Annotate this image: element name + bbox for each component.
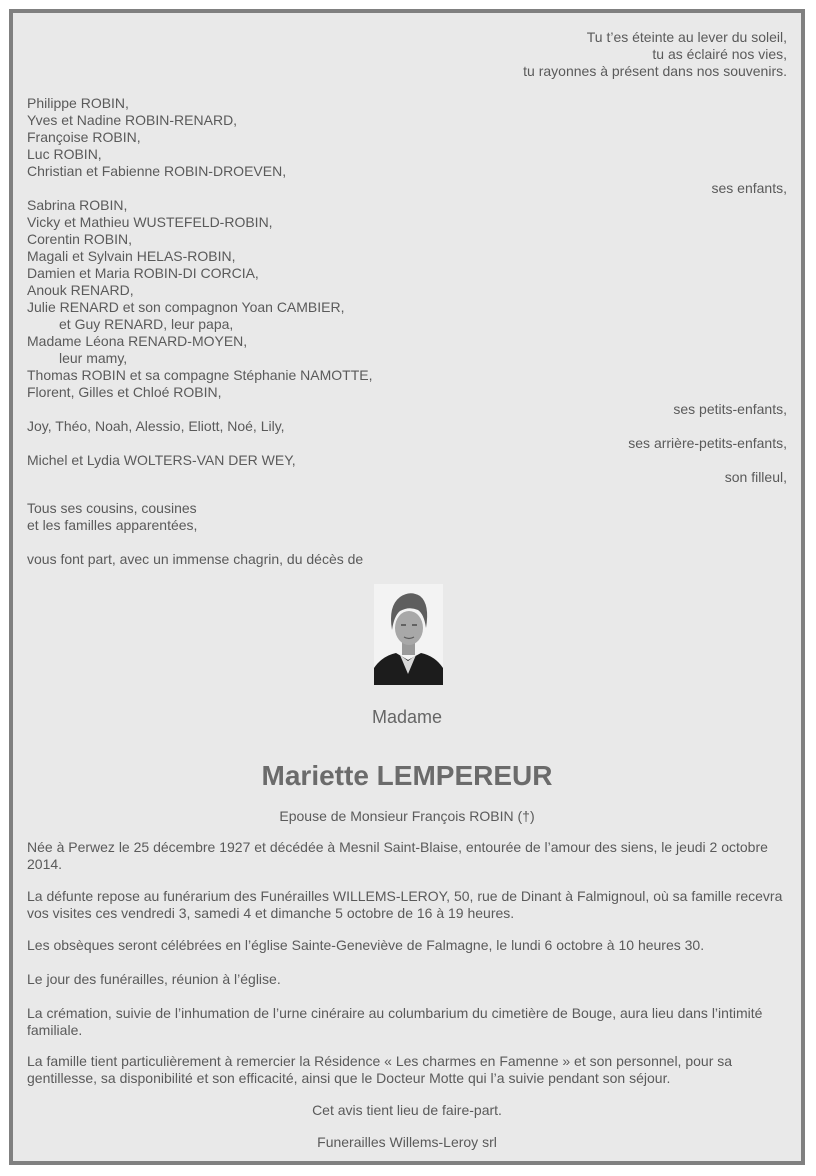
family-member: Corentin ROBIN, — [27, 231, 133, 247]
poem-line: tu rayonnes à présent dans nos souvenirs. — [523, 63, 787, 79]
poem — [27, 29, 787, 80]
notice: Cet avis tient lieu de faire-part. — [312, 1102, 502, 1118]
cousins — [27, 500, 787, 534]
honorific: Madame — [371, 707, 443, 727]
relation-label: ses enfants, — [711, 180, 787, 196]
family-member: Luc ROBIN, — [27, 146, 102, 162]
paragraph-gathering: Le jour des funérailles, réunion à l’église. — [27, 971, 281, 987]
family-member: Vicky et Mathieu WUSTEFELD-ROBIN, — [27, 214, 273, 230]
announcement: vous font part, avec un immense chagrin, du décès de — [27, 551, 364, 567]
family-member: et Guy RENARD, leur papa, — [59, 316, 234, 332]
family-member: Michel et Lydia WOLTERS-VAN DER WEY, — [27, 452, 296, 468]
family-member: leur mamy, — [59, 350, 128, 366]
paragraph-funerarium: La défunte repose au funérarium des Funérailles WILLEMS-LEROY, 50, rue de Dinant à Falmignoul, où sa famille recevra vos visites ces vendredi 3, samedi 4 et dimanche 5 octobre de 16 à 19 heures. — [27, 888, 783, 921]
family-member: Florent, Gilles et Chloé ROBIN, — [27, 384, 222, 400]
family-member: Madame Léona RENARD-MOYEN, — [27, 333, 248, 349]
family-member: Yves et Nadine ROBIN-RENARD, — [27, 112, 238, 128]
family-member: Anouk RENARD, — [27, 282, 134, 298]
family-member: Joy, Théo, Noah, Alessio, Eliott, Noé, Lily, — [27, 418, 285, 434]
portrait-photo — [374, 584, 443, 685]
children-list — [27, 95, 787, 197]
paragraph-birth-death: Née à Perwez le 25 décembre 1927 et décédée à Mesnil Saint-Blaise, entourée de l’amour des siens, le jeudi 2 octobre 2014. — [27, 839, 768, 872]
family-member: Thomas ROBIN et sa compagne Stéphanie NAMOTTE, — [27, 367, 373, 383]
paragraph-thanks: La famille tient particulièrement à remercier la Résidence « Les charmes en Famenne » et son personnel, pour sa gentillesse, sa disponibilité et son efficacité, ainsi que le Docteur Motte qui l’a suivie pendant son séjour. — [27, 1053, 733, 1086]
spouse-line: Epouse de Monsieur François ROBIN (†) — [279, 808, 535, 824]
family-member: Françoise ROBIN, — [27, 129, 141, 145]
deceased-name: Mariette LEMPEREUR — [261, 760, 553, 791]
paragraph-cremation: La crémation, suivie de l’inhumation de l’urne cinéraire au columbarium du cimetière de Bouge, aura lieu dans l’intimité familiale. — [27, 1005, 763, 1038]
paragraph-service: Les obsèques seront célébrées en l’église Sainte-Geneviève de Falmagne, le lundi 6 octobre à 10 heures 30. — [27, 937, 705, 953]
family-member: et les familles apparentées, — [27, 517, 198, 533]
family-member: Philippe ROBIN, — [27, 95, 129, 111]
family-member: Tous ses cousins, cousines — [27, 500, 197, 516]
poem-line: tu as éclairé nos vies, — [652, 46, 787, 62]
family-member: Damien et Maria ROBIN-DI CORCIA, — [27, 265, 259, 281]
poem-line: Tu t’es éteinte au lever du soleil, — [586, 29, 787, 45]
obituary-card — [9, 9, 805, 1165]
family-member: Magali et Sylvain HELAS-ROBIN, — [27, 248, 236, 264]
family-member: Julie RENARD et son compagnon Yoan CAMBIER, — [27, 299, 345, 315]
grandchildren-list — [27, 197, 787, 486]
family-member: Christian et Fabienne ROBIN-DROEVEN, — [27, 163, 287, 179]
portrait-image — [374, 584, 443, 685]
relation-label: son filleul, — [724, 469, 787, 485]
family-member: Sabrina ROBIN, — [27, 197, 128, 213]
funeral-home: Funerailles Willems-Leroy srl — [317, 1134, 497, 1150]
relation-label: ses arrière-petits-enfants, — [628, 435, 787, 451]
relation-label: ses petits-enfants, — [673, 401, 787, 417]
